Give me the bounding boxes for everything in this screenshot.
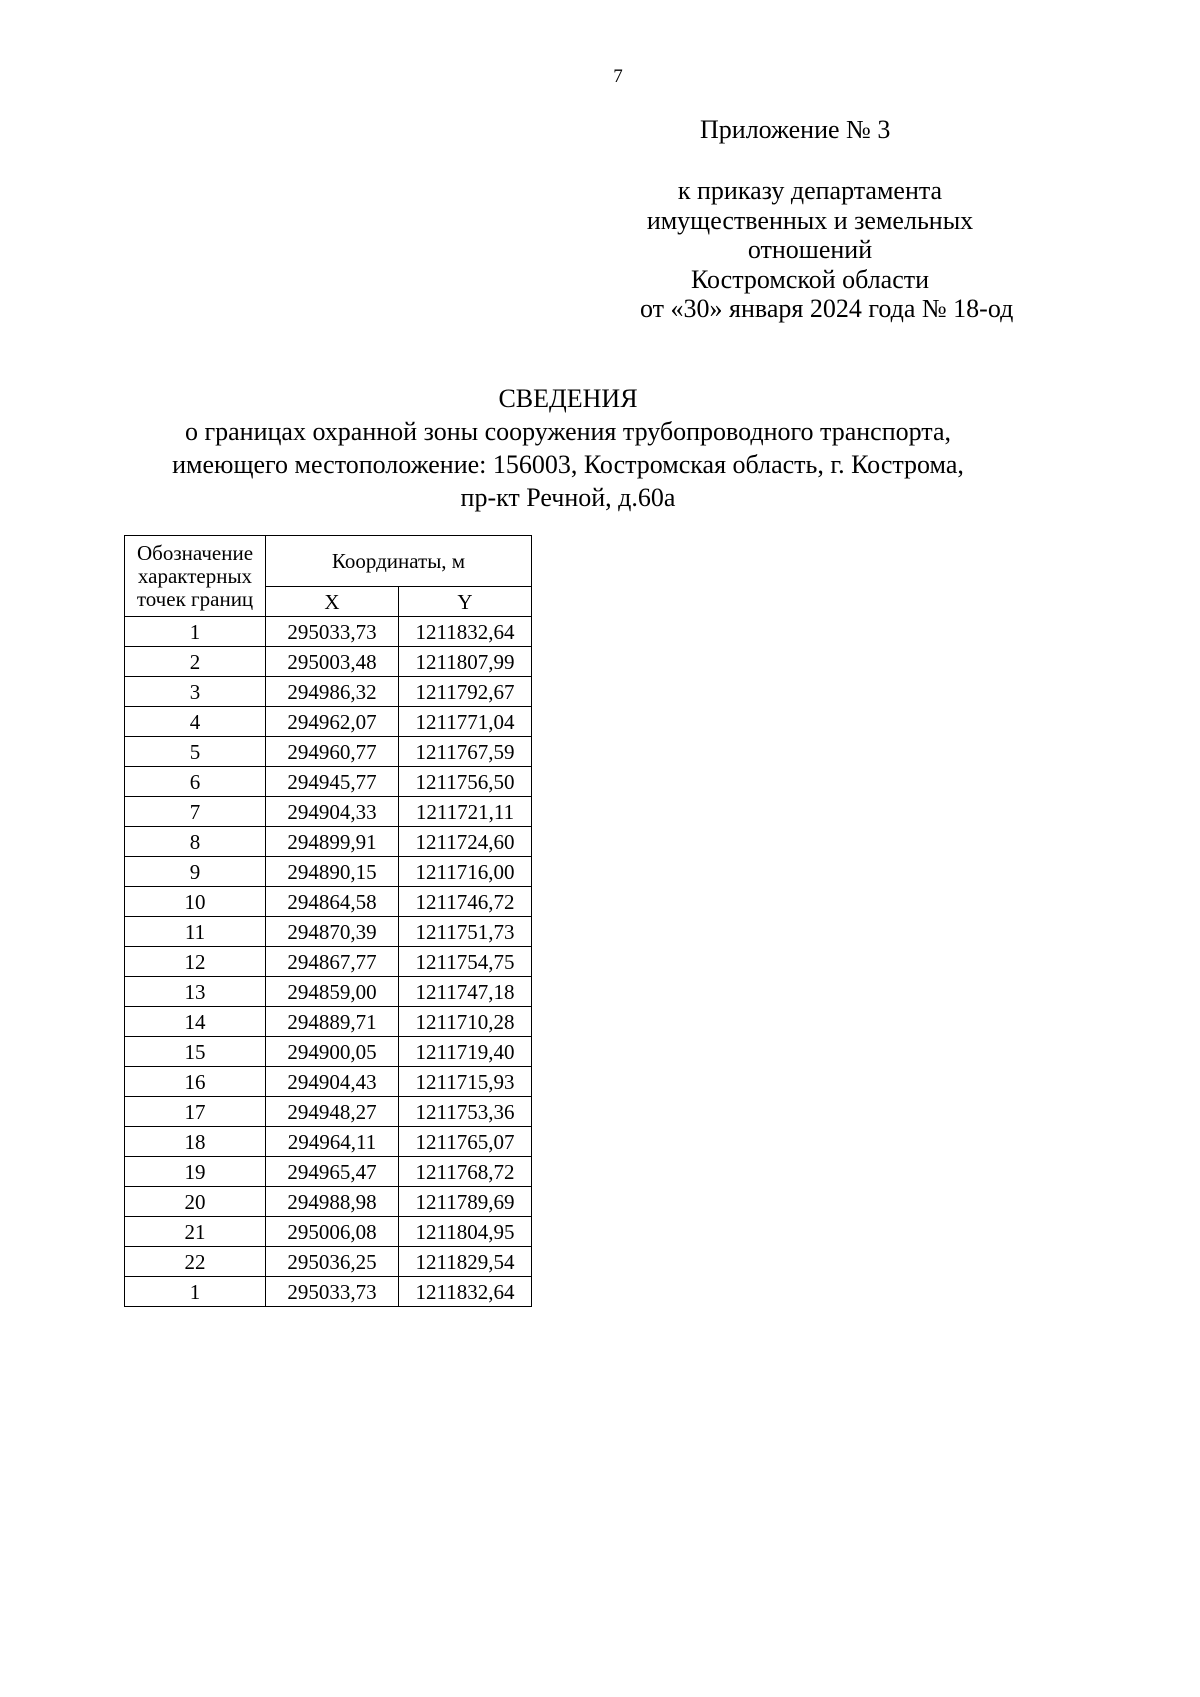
table-row [125, 1277, 532, 1307]
point-cell: 17 [125, 1097, 266, 1127]
point-cell: 2 [125, 647, 266, 677]
table-row [125, 1067, 532, 1097]
y-coordinate-cell: 1211746,72 [399, 887, 532, 917]
y-coordinate-cell: 1211710,28 [399, 1007, 532, 1037]
x-coordinate-cell: 294962,07 [266, 707, 399, 737]
point-cell: 9 [125, 857, 266, 887]
x-coordinate-cell: 294988,98 [266, 1187, 399, 1217]
x-coordinate-cell: 294965,47 [266, 1157, 399, 1187]
y-coordinate-cell: 1211765,07 [399, 1127, 532, 1157]
x-coordinate-cell: 294986,32 [266, 677, 399, 707]
point-cell: 1 [125, 617, 266, 647]
table-row [125, 947, 532, 977]
point-column-header [125, 536, 266, 617]
table-row [125, 1007, 532, 1037]
coordinates-table [124, 535, 532, 1307]
point-header-line: Обозначение [136, 540, 254, 565]
table-row [125, 1217, 532, 1247]
y-coordinate-cell: 1211768,72 [399, 1157, 532, 1187]
x-coordinate-cell: 294960,77 [266, 737, 399, 767]
heading-title: СВЕДЕНИЯ [498, 384, 638, 413]
point-cell: 5 [125, 737, 266, 767]
table-row [125, 647, 532, 677]
x-coordinate-cell: 294859,00 [266, 977, 399, 1007]
y-coordinate-cell: 1211754,75 [399, 947, 532, 977]
x-coordinate-cell: 294964,11 [266, 1127, 399, 1157]
heading-line: о границах охранной зоны сооружения трубопроводного транспорта, [184, 417, 952, 446]
coordinates-header: Координаты, м [266, 536, 532, 587]
appendix-title: Приложение № 3 [700, 115, 891, 144]
table-row [125, 977, 532, 1007]
y-column-header: Y [399, 587, 532, 617]
y-coordinate-cell: 1211767,59 [399, 737, 532, 767]
x-coordinate-cell: 294889,71 [266, 1007, 399, 1037]
point-cell: 6 [125, 767, 266, 797]
x-column-header: X [266, 587, 399, 617]
table-row [125, 857, 532, 887]
table-row [125, 1187, 532, 1217]
order-line: имущественных и земельных [646, 205, 974, 235]
point-cell: 22 [125, 1247, 266, 1277]
point-cell: 4 [125, 707, 266, 737]
x-coordinate-cell: 294945,77 [266, 767, 399, 797]
x-coordinate-cell: 295033,73 [266, 617, 399, 647]
point-cell: 13 [125, 977, 266, 1007]
y-coordinate-cell: 1211715,93 [399, 1067, 532, 1097]
y-coordinate-cell: 1211829,54 [399, 1247, 532, 1277]
point-header-line: точек границ [136, 586, 254, 611]
coordinates-table-body [125, 617, 532, 1307]
x-coordinate-cell: 294900,05 [266, 1037, 399, 1067]
x-coordinate-cell: 295003,48 [266, 647, 399, 677]
x-coordinate-cell: 295036,25 [266, 1247, 399, 1277]
heading-line: имеющего местоположение: 156003, Костромская область, г. Кострома, [172, 450, 964, 479]
point-cell: 12 [125, 947, 266, 977]
x-coordinate-cell: 294899,91 [266, 827, 399, 857]
y-coordinate-cell: 1211724,60 [399, 827, 532, 857]
x-coordinate-cell: 294867,77 [266, 947, 399, 977]
table-row [125, 1037, 532, 1067]
order-reference [640, 176, 1014, 324]
y-coordinate-cell: 1211792,67 [399, 677, 532, 707]
heading-line: пр-кт Речной, д.60а [460, 483, 676, 512]
y-coordinate-cell: 1211721,11 [399, 797, 532, 827]
order-line: к приказу департамента [677, 176, 943, 205]
table-row [125, 1247, 532, 1277]
y-coordinate-cell: 1211751,73 [399, 917, 532, 947]
table-row [125, 737, 532, 767]
table-row [125, 677, 532, 707]
y-coordinate-cell: 1211804,95 [399, 1217, 532, 1247]
point-cell: 7 [125, 797, 266, 827]
y-coordinate-cell: 1211807,99 [399, 647, 532, 677]
table-row [125, 797, 532, 827]
point-cell: 16 [125, 1067, 266, 1097]
table-row [125, 887, 532, 917]
x-coordinate-cell: 294890,15 [266, 857, 399, 887]
x-coordinate-cell: 294864,58 [266, 887, 399, 917]
table-row [125, 1097, 532, 1127]
page-number: 7 [613, 66, 623, 87]
order-line: от «30» января 2024 года № 18-од [640, 294, 1014, 323]
table-row [125, 1157, 532, 1187]
order-line: отношений [747, 235, 873, 264]
table-row [125, 1127, 532, 1157]
point-cell: 8 [125, 827, 266, 857]
y-coordinate-cell: 1211756,50 [399, 767, 532, 797]
point-cell: 1 [125, 1277, 266, 1307]
document-heading [0, 382, 1136, 514]
y-coordinate-cell: 1211747,18 [399, 977, 532, 1007]
y-coordinate-cell: 1211832,64 [399, 1277, 532, 1307]
x-coordinate-cell: 295033,73 [266, 1277, 399, 1307]
point-cell: 15 [125, 1037, 266, 1067]
y-coordinate-cell: 1211771,04 [399, 707, 532, 737]
x-coordinate-cell: 294904,33 [266, 797, 399, 827]
x-coordinate-cell: 295006,08 [266, 1217, 399, 1247]
y-coordinate-cell: 1211789,69 [399, 1187, 532, 1217]
table-row [125, 917, 532, 947]
x-coordinate-cell: 294948,27 [266, 1097, 399, 1127]
y-coordinate-cell: 1211719,40 [399, 1037, 532, 1067]
point-cell: 10 [125, 887, 266, 917]
x-coordinate-cell: 294904,43 [266, 1067, 399, 1097]
point-cell: 18 [125, 1127, 266, 1157]
point-cell: 3 [125, 677, 266, 707]
x-coordinate-cell: 294870,39 [266, 917, 399, 947]
order-line: Костромской области [690, 264, 930, 294]
y-coordinate-cell: 1211832,64 [399, 617, 532, 647]
table-row [125, 707, 532, 737]
table-row [125, 767, 532, 797]
point-cell: 20 [125, 1187, 266, 1217]
point-cell: 11 [125, 917, 266, 947]
point-cell: 21 [125, 1217, 266, 1247]
y-coordinate-cell: 1211716,00 [399, 857, 532, 887]
y-coordinate-cell: 1211753,36 [399, 1097, 532, 1127]
table-row [125, 827, 532, 857]
point-cell: 14 [125, 1007, 266, 1037]
point-cell: 19 [125, 1157, 266, 1187]
table-row [125, 617, 532, 647]
point-header-line: характерных [137, 563, 253, 588]
